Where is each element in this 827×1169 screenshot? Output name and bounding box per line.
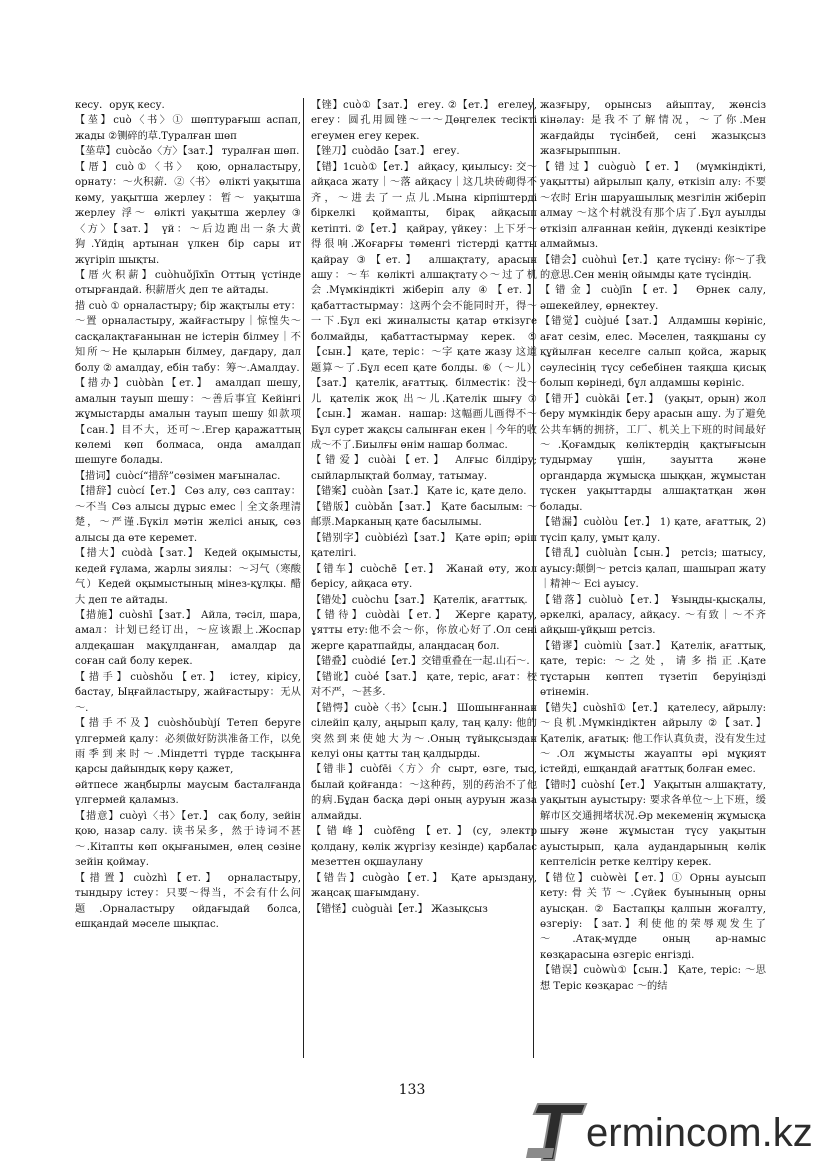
dictionary-entry: 【措词】cuòcí“措辞”сөзімен мағыналас. <box>75 470 281 482</box>
dictionary-entry: 【莝草】cuòcǎo〈方〉【зат.】 туралған шөп. <box>75 146 300 158</box>
dictionary-entry: 【锉】cuò①【зат.】 егеу. ②【ет.】 егелеу, егеу：圆孔用圆锉～一～Дөңгелек тесікті егеумен егеу керек. <box>311 100 537 142</box>
dictionary-entry: 【错位】cuòwèi【ет.】① Орны ауысып кету:骨关节～.Сүйек буынының орны ауысқан. ② Бастапқы қалпын жоғалту, өзгеріу: 【зат.】利使他的荣辱观发生了～.Атақ-мүдде оның ар-намыс көзқарасына өзгеріс енгізді. <box>540 872 766 961</box>
dictionary-entry: 【厝】cuò①〈书〉 қою, орналастыру, орнату：～火积薪．②〈书〉 өлікті уақытша көму, уақытша жерлеу：暂～ уақытша жерлеу 浮～ өлікті уақытша жерлеу ③〈方〉【зат.】 үй：～后边跑出一条大黄狗.Үйдің артынан үлкен бір сары ит жүгіріп шықты. <box>75 161 301 266</box>
terminkom-logo-mark <box>524 1100 814 1162</box>
dictionary-entry: 【措施】cuòshī【зат.】 Айла, тәсіл, шара, амал：计划已经订出，～应该跟上.Жоспар алдеқашан мақұлданған, амалдар да соған сай болу керек. <box>75 609 301 668</box>
dictionary-entry: 【错版】cuòbǎn【зат.】 Қате басылым: ～邮票.Марканың қате басылымы. <box>311 501 537 529</box>
dictionary-entry: кесу．оруқ кесу. <box>75 100 165 111</box>
logo-wordmark: ermincom.kz <box>586 1111 813 1155</box>
dictionary-entry: 【措意】cuòyì〈书〉【ет.】 сақ болу, зейін қою, назар салу. 读书呆多，然于诗词不甚～.Кітапты көп оқығанымен, өлең сөзіне зейін қоймау. <box>75 810 301 869</box>
column-middle <box>311 98 537 1058</box>
dictionary-entry: 【措置】cuòzhì【ет.】 орналастыру, тындыру істеу：只要～得当，不会有什么问题.Орналастыру ойдағыдай болса, ешқандай мәселе шықпас. <box>75 872 301 931</box>
dictionary-entry: 【错叠】cuòdié【ет.】交错重叠在一起.山石～. <box>311 656 530 668</box>
dictionary-entry: 【厝火积薪】cuòhuǒjīxīn Оттың үстінде отырғандай. 积薪厝火 деп те айтады. <box>75 269 301 297</box>
dictionary-entry: әйтпесе жаңбырлы маусым басталғанда үлгермей қаламыз. <box>75 779 301 807</box>
dictionary-entry: 【错时】cuòshí【ет.】 Уақытын алшақтату, уақытын ауыстыру: 要求各单位～上下班，缓解市区交通拥堵状况.Әр мекеменің жұмысқа шығу және жұмыстан түсу уақытын ауыстырып, қала аудандарының көлік кептелісін ретке келтіру керек. <box>540 779 766 869</box>
column-left <box>75 98 301 1058</box>
dictionary-entry: 【错非】cuòfēi〈方〉介 сырт, өзге, тыс, былай қойғанда：～这种药，别的药治不了他的病.Бұдан басқа дәрі оның ауруын жаза алмайды. <box>311 764 537 822</box>
dictionary-entry: 【错怪】cuòguài【ет.】 Жазықсыз <box>311 903 488 915</box>
dictionary-entry: 【措办】cuòbàn【ет.】 амалдап шешу, амалын тауып шешу：～善后事宜 Кейінгі жұмыстарды амалын тауып шешу 如款项【сан.】目不大，还可～.Егер қаражаттың көлемі көп болмаса, онда амалдап шешуге болады. <box>75 378 301 467</box>
dictionary-entry: 【错处】cuòchu【зат.】 Қателік, ағаттық. <box>311 594 528 606</box>
dictionary-entry: 【错误】cuòwù①【сын.】 Қате, теріс: ～思想 Теріс көзқарас ～的结 <box>540 965 766 992</box>
dictionary-entry: 【错愕】cuòè〈书〉【сын.】 Шошынғаннан сілейіп қалу, аңырып қалу, таң қалу: 他的突然到来使她大为～.Оның тұйықсыздан келуі оны қатты таң қалдырды. <box>311 702 537 761</box>
dictionary-entry: 【错乱】cuòluàn【сын.】 ретсіз; шатысу, ауысу:颠倒～ ретсіз қалап, шашырап жату｜精神～ Есі ауысу. <box>540 548 766 591</box>
dictionary-entry: 【错金】cuòjīn【ет.】 Өрнек салу, әшекейлеу, өрнектеу. <box>540 285 766 312</box>
dictionary-entry: 【错失】cuòshī①【ет.】 қателесу, айрылу: ～良机.Мүмкіндіктен айрылу ②【зат.】Қателік, ағатық: 他工作认真负责，没有发生过～.Ол жұмысты жауапты әрі мұқият істейді, ешқандай ағаттық болған емес. <box>540 702 766 776</box>
dictionary-entry: 【错谬】cuòmiù【зат.】 Қателік, ағаттық, қате, теріс: ～之处，请多指正.Қате тұстарын көптеп түзетіп беруіңізді өтінемін. <box>540 640 766 699</box>
dictionary-entry: 【错落】cuòluò【ет.】 ¥зыңды-қысқалы, әркелкі, араласу, айқасу. ～有致｜～不齐 айқыш-ұйқыш ретсіз. <box>540 594 766 637</box>
page-number: 133 <box>398 1082 426 1098</box>
dictionary-entry: 【错告】cuògào【ет.】 Қате арыздану, жаңсақ шағымдану. <box>311 872 537 900</box>
dictionary-entry: жазғыру, орынсыз айыптау, жөнсіз кінәлау: 是我不了解情况，～了你.Мен жағдайды түсінбей, сені жазықсыз жазғырыппын. <box>540 100 766 158</box>
dictionary-entry: 【错案】cuòàn【зат.】 Қате іс, қате дело. <box>311 486 527 498</box>
dictionary-entry: 【错觉】cuòjué【зат.】 Алдамшы көрініс, ағат сезім, елес. Мәселен, таяқшаны су құйылған кеселге салып қойса, жарық сәулесінің түсу себебінен таяқша қисық болып көрінеді, бұл алдамшы көрініс. <box>540 316 766 390</box>
dictionary-entry: 【措手不及】cuòshǒubùjí Тетеп беруге үлгермей қалу：必须做好防洪准备工作，以免雨季到来时～.Міндетті түрде тасқынға қарсы дайындық көру қажет, <box>75 718 301 776</box>
dictionary-entry: 【错爱】cuòài【ет.】 Алғыс білдіру; сыйларлықтай болмау, татымау. <box>311 455 537 482</box>
dictionary-entry: 【错过】cuòguò【ет.】 (мүмкіндікті, уақытты) айрылып қалу, өткізіп алу: 不要～农时 Егін шаруашылық мезгілін жіберіп алмау ～这个村就没有那个店了.Бұл ауылды өткізіп алғаннан кейін, дүкенді кезіктіре алмаймыз. <box>540 161 766 251</box>
dictionary-entry: 措 cuò ① орналастыру; бір жақтылы ету：～置 орналастыру, жайғастыру｜惊惶失～сасқалақтағанынан не істерін білмеу｜不知所～Не қыларын білмеу, дағдару, дал болу ② амалдау, ебін табу：筹～.Амалдау. <box>75 300 301 374</box>
dictionary-entry: 【错别字】cuòbiézì【зат.】 Қате әріп; әріп қателігі. <box>311 532 537 560</box>
dictionary-entry: 【错】1cuò①【ет.】 айқасу, қиылысу: 交～айқаса жату｜～落 айқасу｜这几块砖砌得不齐，～进去了一点儿.Мына кірпіштерді біркелкі қоймапты, бірақ айқасып кетіпті. ②【ет.】 қайрау, үйкеу：上下牙～得很响.Жоғарғы төменгі тістерді қатты қайрау ③【ет.】 алшақтату, арасын ашу：～车 көлікті алшақтату◇～过了机会.Мүмкіндікті жіберіп алу ④【ет.】 қабаттастырмау：这两个会不能同时开，得～一下.Бұл екі жиналысты қатар өткізуге болмайды, қабаттастырмау керек. ⑤【сын.】 қате, теріс：～字 қате жазу 这道题算～了.Бұл есеп қате болды. ⑥（～儿）【зат.】 қателік, ағаттық．білместік：没～儿 қателік жоқ 出～儿.Қателік шығу ⑦【сын.】 жаман．нашар: 这幅画儿画得不～Бұл сурет жақсы салынған екен｜今年的收成～不了.Биылғы өнім нашар болмас. <box>311 161 537 451</box>
column-divider-left <box>303 98 304 1058</box>
dictionary-entry: 【错待】cuòdài【ет.】 Жерге қарату, ұятты ету:他不会～你，你放心好了.Ол сені жерге қаратпайды, алаңдасаң бол. <box>311 609 537 652</box>
dictionary-entry: 【措手】cuòshǒu【ет.】 істеу, кірісу, бастау, Ыңғайластыру, жайғастыру：无从～. <box>75 671 301 714</box>
dictionary-entry: 【错车】cuòchē【ет.】 Жанай өту, жол берісу, айқаса өту. <box>311 563 537 591</box>
dictionary-entry: 【锉刀】cuòdāo【зат.】 егеу. <box>311 146 460 158</box>
column-right <box>540 98 766 1058</box>
dictionary-entry: 【错开】cuòkāi【ет.】 (уақыт, орын) жол беру мүмкіндік беру арасын ашу. 为了避免公共车辆的拥挤，工厂、机关上下班的时间最好～.Қоғамдық көліктердің қақтығысын тудырмау үшін, зауытта және органдарда жұмысқа шыққан, жұмыстан түскен уақыттарды алшақтатқан жөн болады. <box>540 393 766 513</box>
column-divider-right <box>533 98 534 1058</box>
dictionary-entry: 【措大】cuòdà【зат.】 Кедей оқымысты, кедей ғұлама, жарлы зиялы：～习气（寒酸气）Кедей оқымыстының мінез-құлқы. 醋大 деп те айтады. <box>75 548 301 606</box>
dictionary-entry: 【错会】cuòhuì【ет.】 қате түсіну: 你～了我的意思.Сен менің ойымды қате түсіндің. <box>540 254 766 281</box>
dictionary-entry: 【错漏】cuòlòu【ет.】 1) қате, ағаттық, 2) түсіп қалу, ұмыт қалу. <box>540 517 766 544</box>
dictionary-entry: 【措辞】cuòcí【ет.】 Сөз алу, сөз саптау：～不当 Сөз алысы дұрыс емес｜全文条理清楚，～严谨.Бүкіл мәтін желісі анық, сөз алысы да өте керемет. <box>75 486 301 544</box>
dictionary-entry: 【莝】cuò〈书〉① шөптурағыш аспап, жады ②铡碎的草.Туралған шөп <box>75 115 301 142</box>
dictionary-entry: 【错讹】cuòé【зат.】 қате, теріс, ағат：校对不严，～甚多. <box>311 671 537 699</box>
terminkom-logo <box>524 1100 814 1162</box>
dictionary-entry: 【错峰】cuòfēng【ет.】(су, электр қолдану, көлік жүргізу кезінде) қарбалас мезеттен оқшаулану <box>311 826 537 869</box>
